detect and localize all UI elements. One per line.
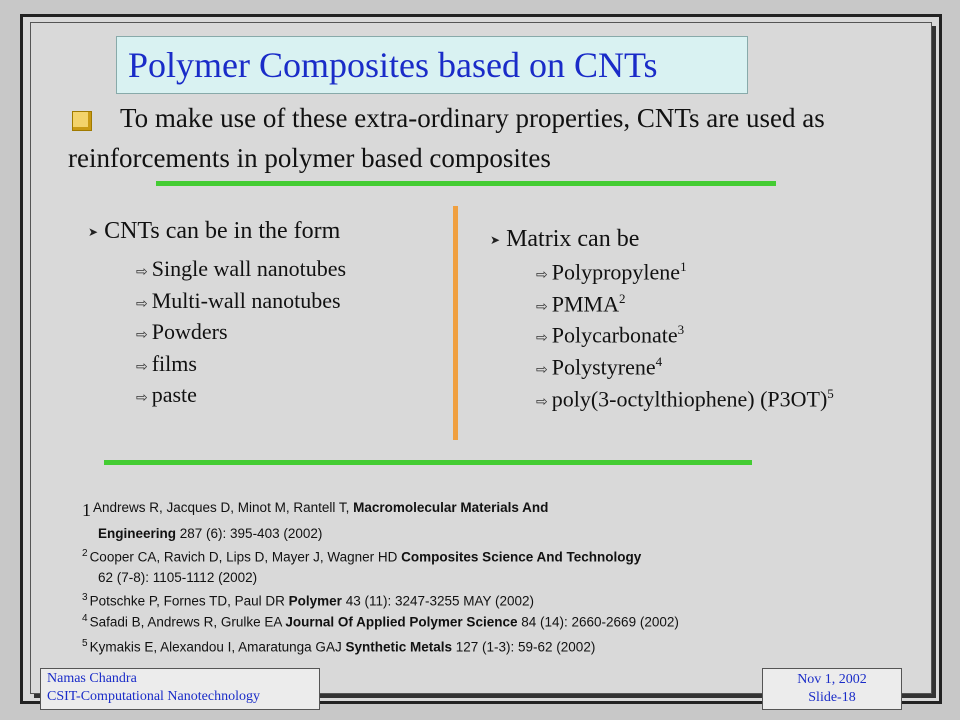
matrix-item: ⇨ Polycarbonate$^3$ (536, 322, 685, 348)
arrow-right-icon: ⇨ (136, 391, 148, 406)
matrix-item: ⇨ PMMA$^2$ (536, 291, 626, 317)
matrix-heading: ➤ Matrix can be (490, 226, 640, 252)
reference-line: 1 Andrews R, Jacques D, Minot M, Rantell T, Macromolecular Materials And (82, 500, 549, 520)
reference-line: $^3$ Potschke P, Fornes TD, Paul DR Polymer 43 (11): 3247-3255 MAY (2002) (82, 592, 535, 609)
form-item: ⇨ Multi-wall nanotubes (136, 288, 341, 313)
forms-heading: ➤ CNTs can be in the form (88, 218, 341, 244)
slide-title: Polymer Composites based on CNTs (128, 45, 658, 85)
footer-slide-number: Slide-18 (808, 690, 856, 705)
reference-line: $^2$ Cooper CA, Ravich D, Lips D, Mayer J, Wagner HD Composites Science And Technology (82, 548, 642, 565)
arrow-right-icon: ⇨ (136, 328, 148, 343)
reference-line: $^4$ Safadi B, Andrews R, Grulke EA Journal Of Applied Polymer Science 84 (14): 2660-2669 (2002) (82, 613, 679, 630)
top-green-rule (156, 181, 776, 186)
arrow-right-icon: ⇨ (536, 395, 548, 411)
arrow-right-icon: ⇨ (136, 265, 148, 280)
form-item: ⇨ Single wall nanotubes (136, 256, 347, 281)
footer-group: CSIT-Computational Nanotechnology (47, 689, 260, 704)
arrow-bullet-icon: ➤ (88, 224, 99, 239)
footer-author: Namas Chandra (47, 671, 137, 686)
footer-date: Nov 1, 2002 (797, 672, 867, 687)
arrow-right-icon: ⇨ (536, 363, 548, 379)
reference-line: Engineering 287 (6): 395-403 (2002) (98, 526, 323, 541)
footer-date-box (762, 668, 902, 710)
form-item: ⇨ Powders (136, 319, 228, 344)
matrix-item: ⇨ poly(3-octylthiophene) $(P3OT)^5$ (536, 386, 834, 412)
arrow-bullet-icon: ➤ (490, 232, 501, 247)
square-bullet-icon (72, 111, 92, 131)
arrow-right-icon: ⇨ (136, 297, 148, 312)
form-item: ⇨ paste (136, 382, 197, 407)
arrow-right-icon: ⇨ (536, 331, 548, 347)
column-divider (453, 206, 458, 440)
footer-author-box (40, 668, 320, 710)
intro-bullet (68, 98, 868, 178)
reference-line: 62 (7-8): 1105-1112 (2002) (98, 570, 258, 585)
arrow-right-icon: ⇨ (536, 268, 548, 284)
reference-line: $^5$ Kymakis E, Alexandou I, Amaratunga GAJ Synthetic Metals 127 (1-3): 59-62 (2002) (82, 638, 596, 655)
intro-text: To make use of these extra-ordinary properties, CNTs are used as reinforcements in polymer based composites (68, 103, 825, 173)
form-item: ⇨ films (136, 351, 197, 376)
arrow-right-icon: ⇨ (136, 360, 148, 375)
matrix-item: ⇨ Polypropylene$^1$ (536, 259, 687, 285)
matrix-item: ⇨ Polystyrene$^4$ (536, 354, 663, 380)
arrow-right-icon: ⇨ (536, 300, 548, 316)
bottom-green-rule (104, 460, 752, 465)
